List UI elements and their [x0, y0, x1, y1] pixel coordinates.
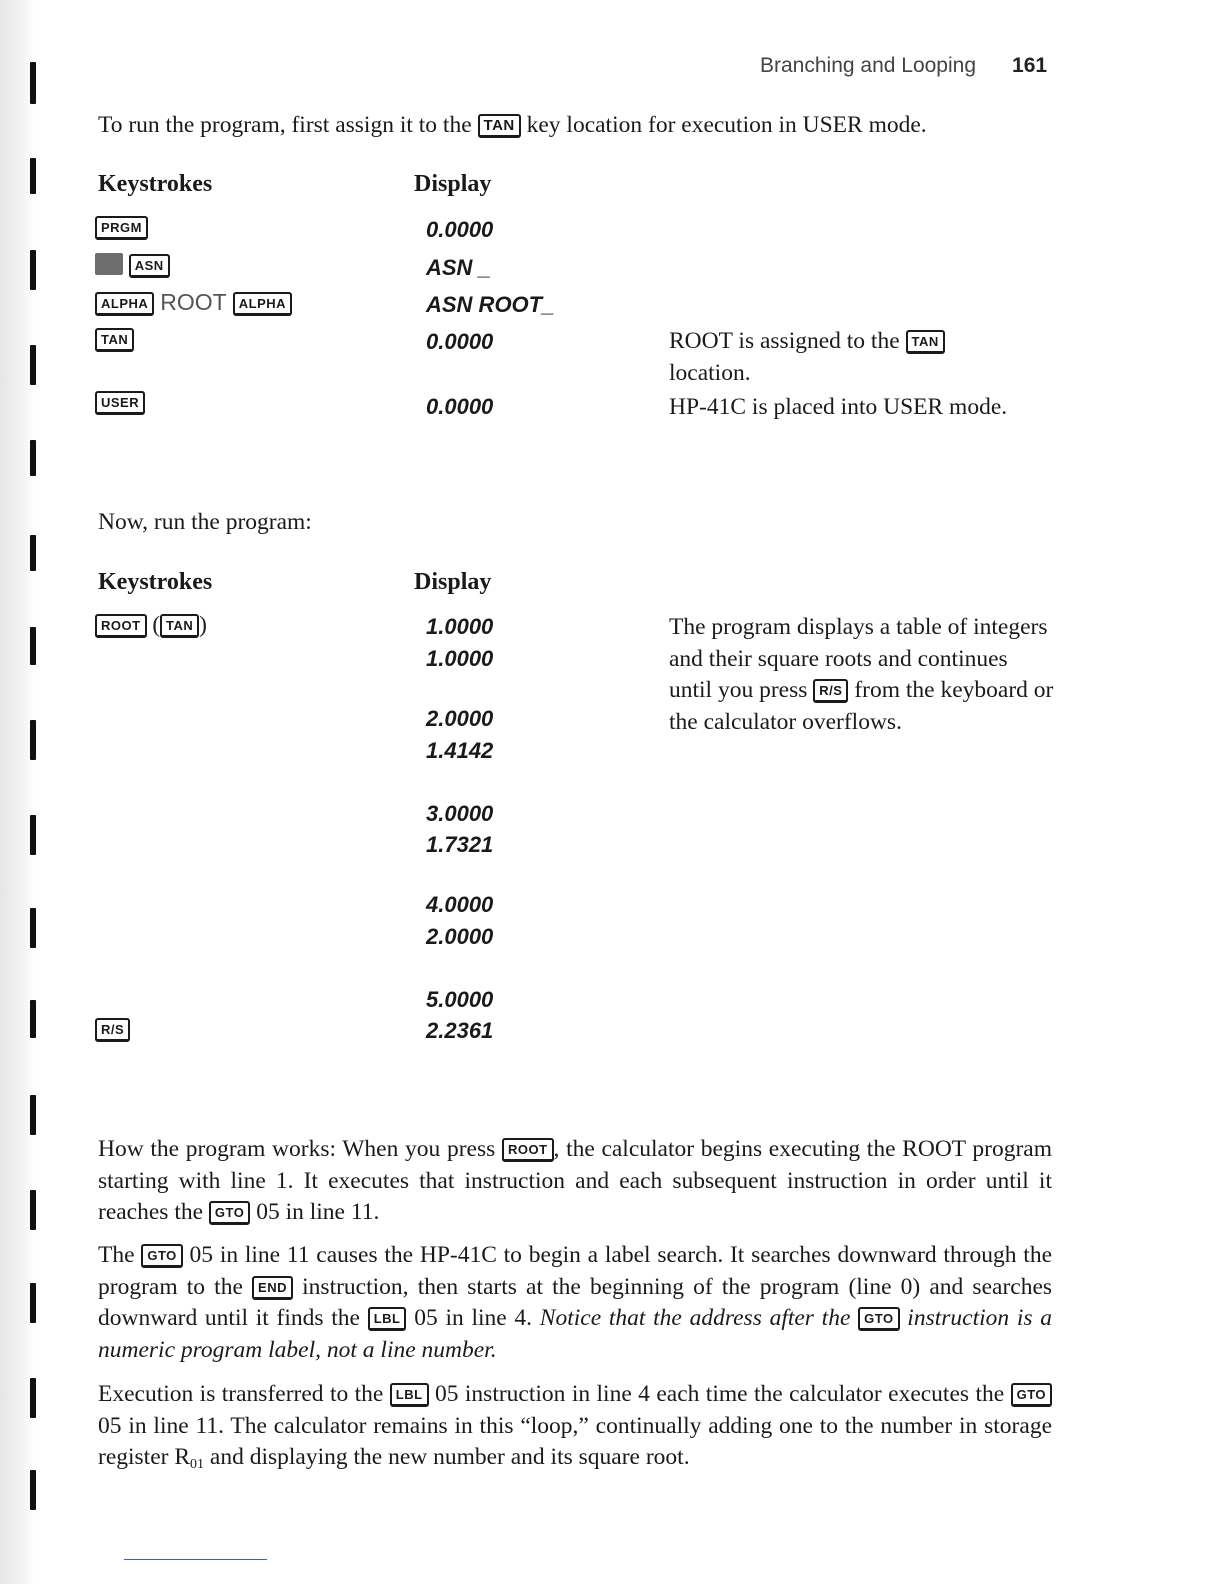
- intro-paragraph: To run the program, first assign it to the TAN key location for execution in USER mode.: [98, 112, 927, 138]
- lbl-key: LBL: [368, 1307, 407, 1331]
- display-value: 4.0000: [426, 892, 494, 917]
- row-note: ROOT is assigned to the TAN location.: [669, 326, 1054, 389]
- display-value: 2.0000: [426, 924, 494, 949]
- display-value: 1.4142: [426, 738, 494, 763]
- alpha-key: ALPHA: [95, 292, 154, 316]
- asn-key: ASN: [129, 254, 170, 278]
- rs-key: R/S: [813, 679, 848, 703]
- tan-key: TAN: [160, 614, 199, 638]
- display-value: 3.0000: [426, 801, 494, 826]
- keystrokes-heading: Keystrokes: [98, 171, 213, 197]
- footnote-rule: [124, 1559, 267, 1560]
- explanation-paragraph: Execution is transferred to the LBL 05 instruction in line 4 each time the calculator executes the GTO 05 in line 11. The calculator remains in this “loop,” continually adding one to the number in storage register $R_{01}$ and displaying the new number and its square root.: [98, 1381, 1052, 1472]
- keystroke-row: [95, 289, 292, 316]
- keystroke-row: ROOT ( TAN ): [95, 612, 207, 638]
- gto-key: GTO: [141, 1244, 182, 1268]
- display-value: 2.2361: [426, 1018, 494, 1043]
- display-value: 1.0000: [426, 614, 494, 639]
- run-instruction: Now, run the program:: [98, 509, 312, 535]
- alpha-key: ALPHA: [233, 292, 292, 316]
- root-key: ROOT: [95, 614, 147, 638]
- display-value: ASN ROOT_: [426, 292, 555, 317]
- alpha-entry: ROOT: [160, 289, 227, 315]
- row-note: HP-41C is placed into USER mode.: [669, 394, 1008, 420]
- display-value: 2.0000: [426, 706, 494, 731]
- keystroke-row: [95, 214, 148, 240]
- keystroke-row: [95, 389, 145, 415]
- keystroke-row: [95, 252, 170, 278]
- display-value: 1.0000: [426, 646, 494, 671]
- display-value: 1.7321: [426, 832, 494, 857]
- explanation-paragraph: How the program works: When you press ROOT , the calculator begins executing the ROOT program starting with line 1. It executes that instruction and each subsequent instruction in order until it reaches the GTO 05 in line 11.: [98, 1136, 1053, 1225]
- root-key: ROOT: [502, 1138, 554, 1162]
- gto-key: GTO: [209, 1201, 250, 1225]
- display-value: 5.0000: [426, 987, 494, 1012]
- end-key: END: [252, 1276, 293, 1300]
- display-value: 0.0000: [426, 394, 494, 419]
- chapter-title: Branching and Looping: [760, 54, 977, 77]
- running-header: [760, 54, 1047, 78]
- tan-key: TAN: [906, 330, 945, 354]
- display-value: 0.0000: [426, 217, 494, 242]
- tan-key: TAN: [95, 328, 134, 352]
- shift-key: [95, 253, 123, 275]
- display-heading: Display: [414, 171, 492, 197]
- explanation-paragraph: The GTO 05 in line 11 causes the HP-41C to begin a label search. It searches downward through the program to the END instruction, then starts at the beginning of the program (line 0) and searches downward until it finds the LBL 05 in line 4. Notice that the address after the GTO instruction is a numeric program label, not a line number.: [98, 1242, 1053, 1363]
- display-value: 0.0000: [426, 329, 494, 354]
- gto-key: GTO: [1011, 1383, 1052, 1407]
- prgm-key: PRGM: [95, 216, 148, 240]
- gto-key: GTO: [858, 1307, 899, 1331]
- tan-key: TAN: [478, 114, 521, 138]
- rs-key: R/S: [95, 1018, 130, 1042]
- display-heading: Display: [414, 569, 492, 595]
- user-key: USER: [95, 391, 145, 415]
- keystroke-row: [95, 1016, 130, 1042]
- display-value: ASN _: [426, 255, 491, 280]
- keystroke-row: [95, 326, 134, 352]
- lbl-key: LBL: [390, 1383, 429, 1407]
- keystrokes-heading: Keystrokes: [98, 569, 213, 595]
- program-note: The program displays a table of integers and their square roots and continues until you press R/S from the keyboard or the calculator overflows.: [669, 614, 1054, 735]
- page-number: 161: [1012, 54, 1048, 77]
